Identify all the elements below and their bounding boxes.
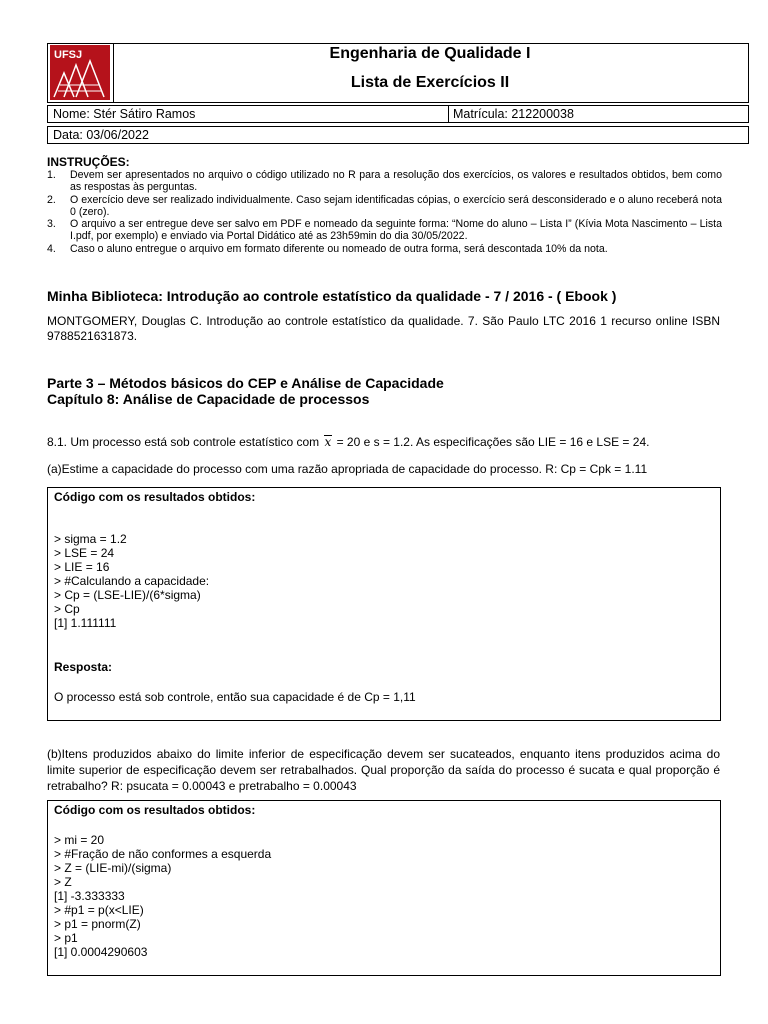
question-8-1-intro: 8.1. Um processo está sob controle estatístico com x = 20 e s = 1.2. As especificações são LIE = 16 e LSE = 24. — [47, 435, 650, 449]
answer-label: Resposta: — [54, 660, 113, 674]
ufsj-logo — [47, 43, 114, 102]
document-subtitle: Lista de Exercícios II — [350, 74, 510, 91]
code-box-a — [47, 487, 721, 721]
part-title: Parte 3 – Métodos básicos do CEP e Análise de Capacidade — [47, 375, 444, 391]
date-row — [47, 126, 749, 144]
library-heading: Minha Biblioteca: Introdução ao controle estatístico da qualidade - 7 / 2016 - ( Ebook ) — [47, 288, 617, 304]
x-bar-symbol: x — [324, 435, 332, 449]
student-name: Nome: Stér Sátiro Ramos — [53, 107, 196, 121]
matricula: Matrícula: 212200038 — [453, 107, 574, 121]
instructions-title: INSTRUÇÕES: — [47, 155, 130, 169]
question-8-1-b: (b)Itens produzidos abaixo do limite inferior de especificação devem ser sucateados, enquanto itens produzidos acima do limite superior de especificação devem ser retrabalhados. Qual proporção da saída do processo é sucata e qual proporção é retrabalho? R: psucata = 0.00043 e pretrabalho = 0.00043 — [47, 747, 720, 793]
code-block: > sigma = 1.2 > LSE = 24 > LIE = 16 > #Calculando a capacidade: > Cp = (LSE-LIE)/(6*sigma) > Cp [1] 1.111111 — [54, 532, 210, 630]
question-8-1-a: (a)Estime a capacidade do processo com uma razão apropriada de capacidade do processo. R: Cp = Cpk = 1.11 — [47, 462, 648, 476]
code-box-heading: Código com os resultados obtidos: — [54, 490, 256, 504]
instruction-item: 3. O arquivo a ser entregue deve ser salvo em PDF e nomeado da seguinte forma: “Nome do aluno – Lista I” (Kívia Mota Nascimento – Lista I.pdf, por exemplo) e enviado via Portal Didático até as 23h59min do dia 30/05/2022. — [47, 218, 722, 243]
document-title: Engenharia de Qualidade I — [329, 45, 531, 62]
code-block: > mi = 20 > #Fração de não conformes a esquerda > Z = (LIE-mi)/(sigma) > Z [1] -3.333333 > #p1 = p(x<LIE) > p1 = pnorm(Z) > p1 [1] 0.0004290603 — [54, 833, 272, 959]
instruction-item: 4. Caso o aluno entregue o arquivo em formato diferente ou nomeado de outra forma, será descontada 10% da nota. — [47, 242, 608, 255]
logo-text: UFSJ — [54, 49, 83, 61]
name-row — [47, 105, 749, 123]
chapter-title: Capítulo 8: Análise de Capacidade de processos — [47, 391, 370, 407]
library-reference: MONTGOMERY, Douglas C. Introdução ao controle estatístico da qualidade. 7. São Paulo LTC 2016 1 recurso online ISBN 9788521631873. — [47, 314, 720, 343]
instruction-item: 1. Devem ser apresentados no arquivo o código utilizado no R para a resolução dos exercícios, os valores e resultados obtidos, bem como as respostas às perguntas. — [47, 169, 722, 194]
date: Data: 03/06/2022 — [53, 128, 149, 142]
instructions-list — [47, 169, 722, 255]
code-box-heading: Código com os resultados obtidos: — [54, 803, 256, 817]
answer-text: O processo está sob controle, então sua capacidade é de Cp = 1,11 — [54, 690, 416, 704]
code-box-b — [47, 800, 721, 976]
instruction-item: 2. O exercício deve ser realizado individualmente. Caso sejam identificadas cópias, o exercício será desconsiderado e o aluno receberá nota 0 (zero). — [47, 193, 722, 218]
